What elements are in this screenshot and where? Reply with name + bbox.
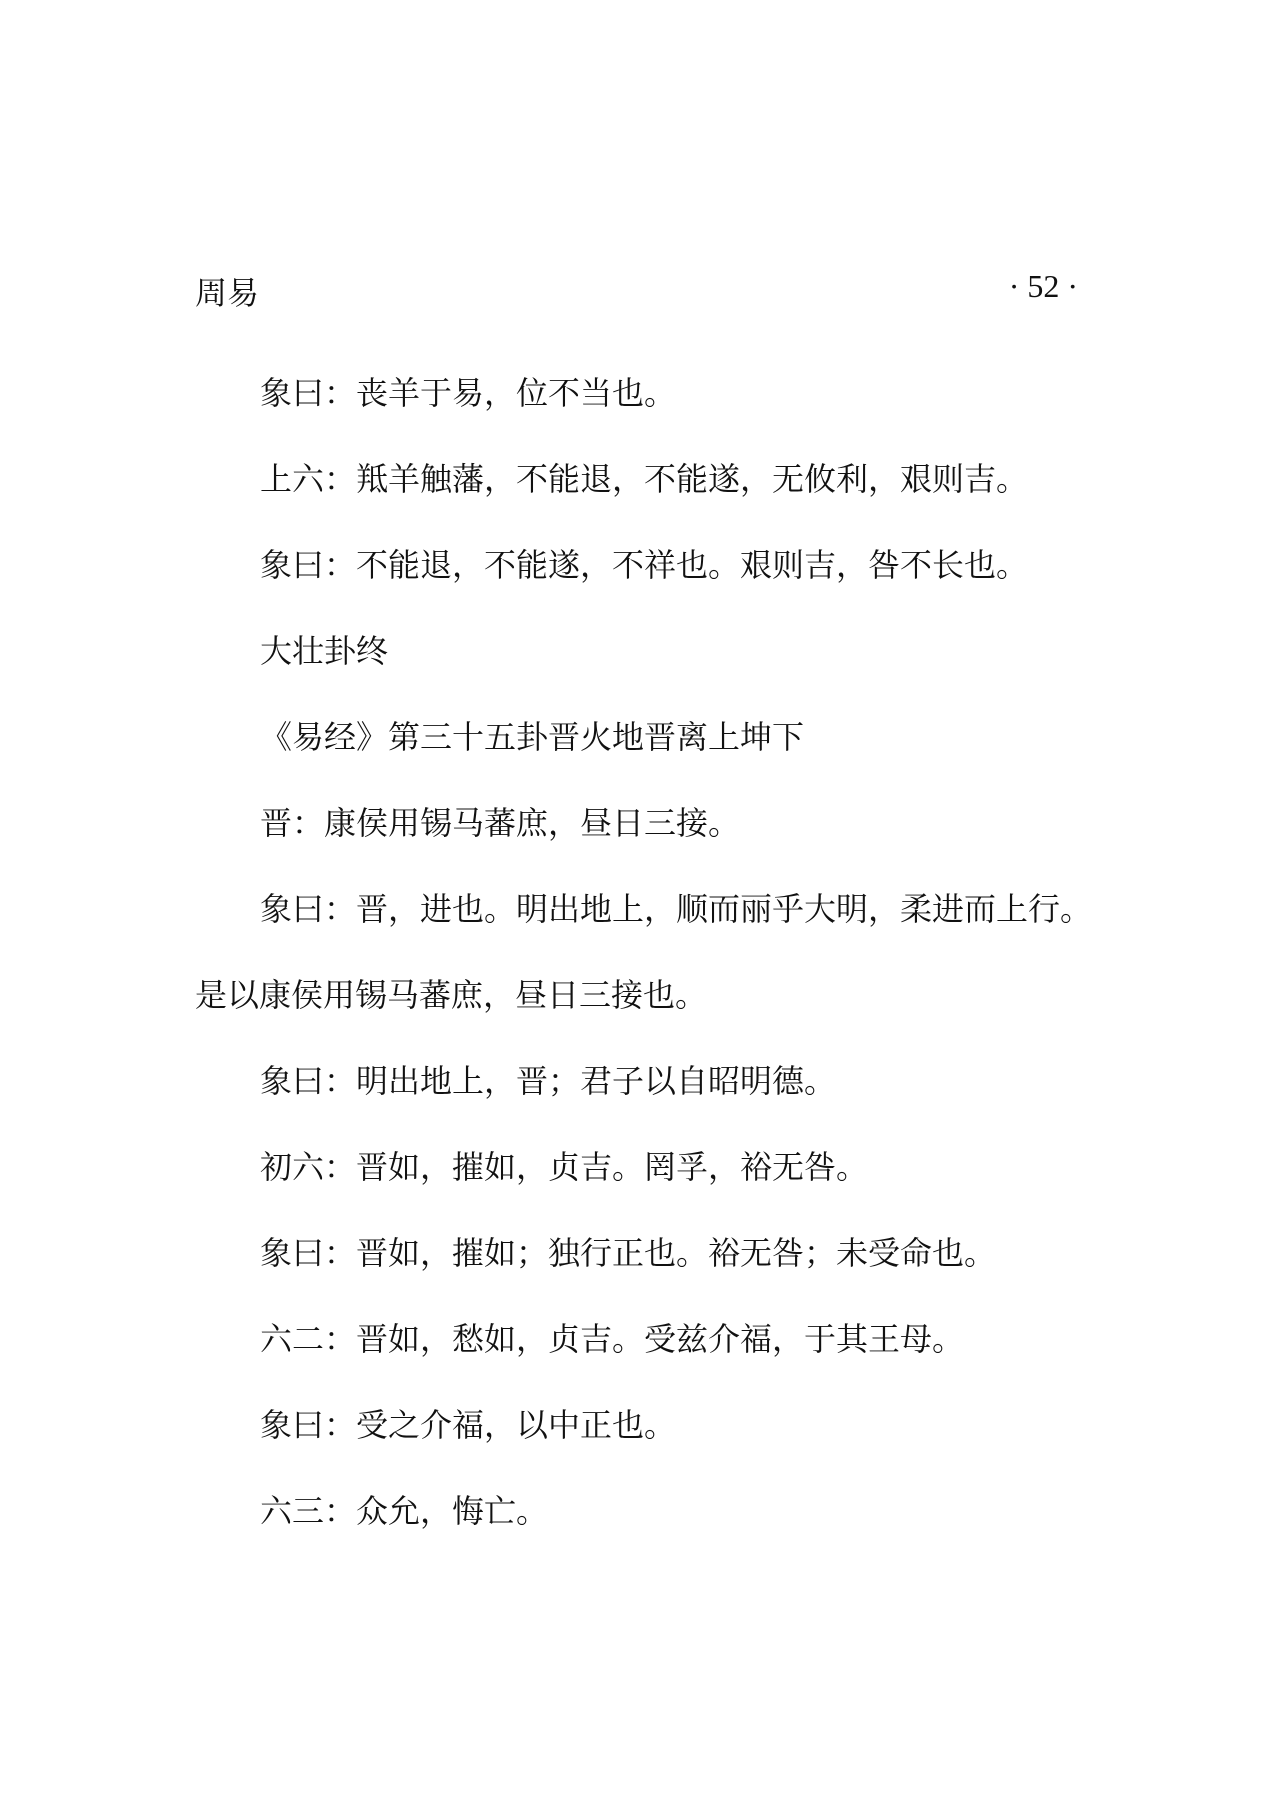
paragraph: 六二：晋如，愁如，贞吉。受兹介福，于其王母。: [260, 1320, 965, 1358]
paragraph: 象曰：受之介福，以中正也。: [260, 1406, 677, 1444]
paragraph: 六三：众允，悔亡。: [260, 1492, 549, 1530]
paragraph: 上六：羝羊触藩，不能退，不能遂，无攸利，艰则吉。: [260, 460, 1029, 498]
page-header: [195, 268, 1088, 312]
paragraph: 象曰：明出地上，晋；君子以自昭明德。: [260, 1062, 837, 1100]
paragraph: 象曰：不能退，不能遂，不祥也。艰则吉，咎不长也。: [260, 546, 1029, 584]
book-title: 周易: [195, 274, 260, 312]
page-number: · 52 ·: [1008, 268, 1078, 304]
paragraph: 象曰：丧羊于易，位不当也。: [260, 374, 677, 412]
chapter-heading: 《易经》第三十五卦晋火地晋离上坤下: [260, 718, 805, 756]
paragraph: 象曰：晋如，摧如；独行正也。裕无咎；未受命也。: [260, 1234, 997, 1272]
section-end-heading: 大壮卦终: [260, 632, 389, 670]
body-text: [195, 350, 1105, 1554]
paragraph: 晋：康侯用锡马蕃庶，昼日三接。: [260, 804, 741, 842]
paragraph: 象曰：晋，进也。明出地上，顺而丽乎大明，柔进而上行。是以康侯用锡马蕃庶，昼日三接也。: [195, 890, 1093, 1014]
paragraph: 初六：晋如，摧如，贞吉。罔孚，裕无咎。: [260, 1148, 869, 1186]
